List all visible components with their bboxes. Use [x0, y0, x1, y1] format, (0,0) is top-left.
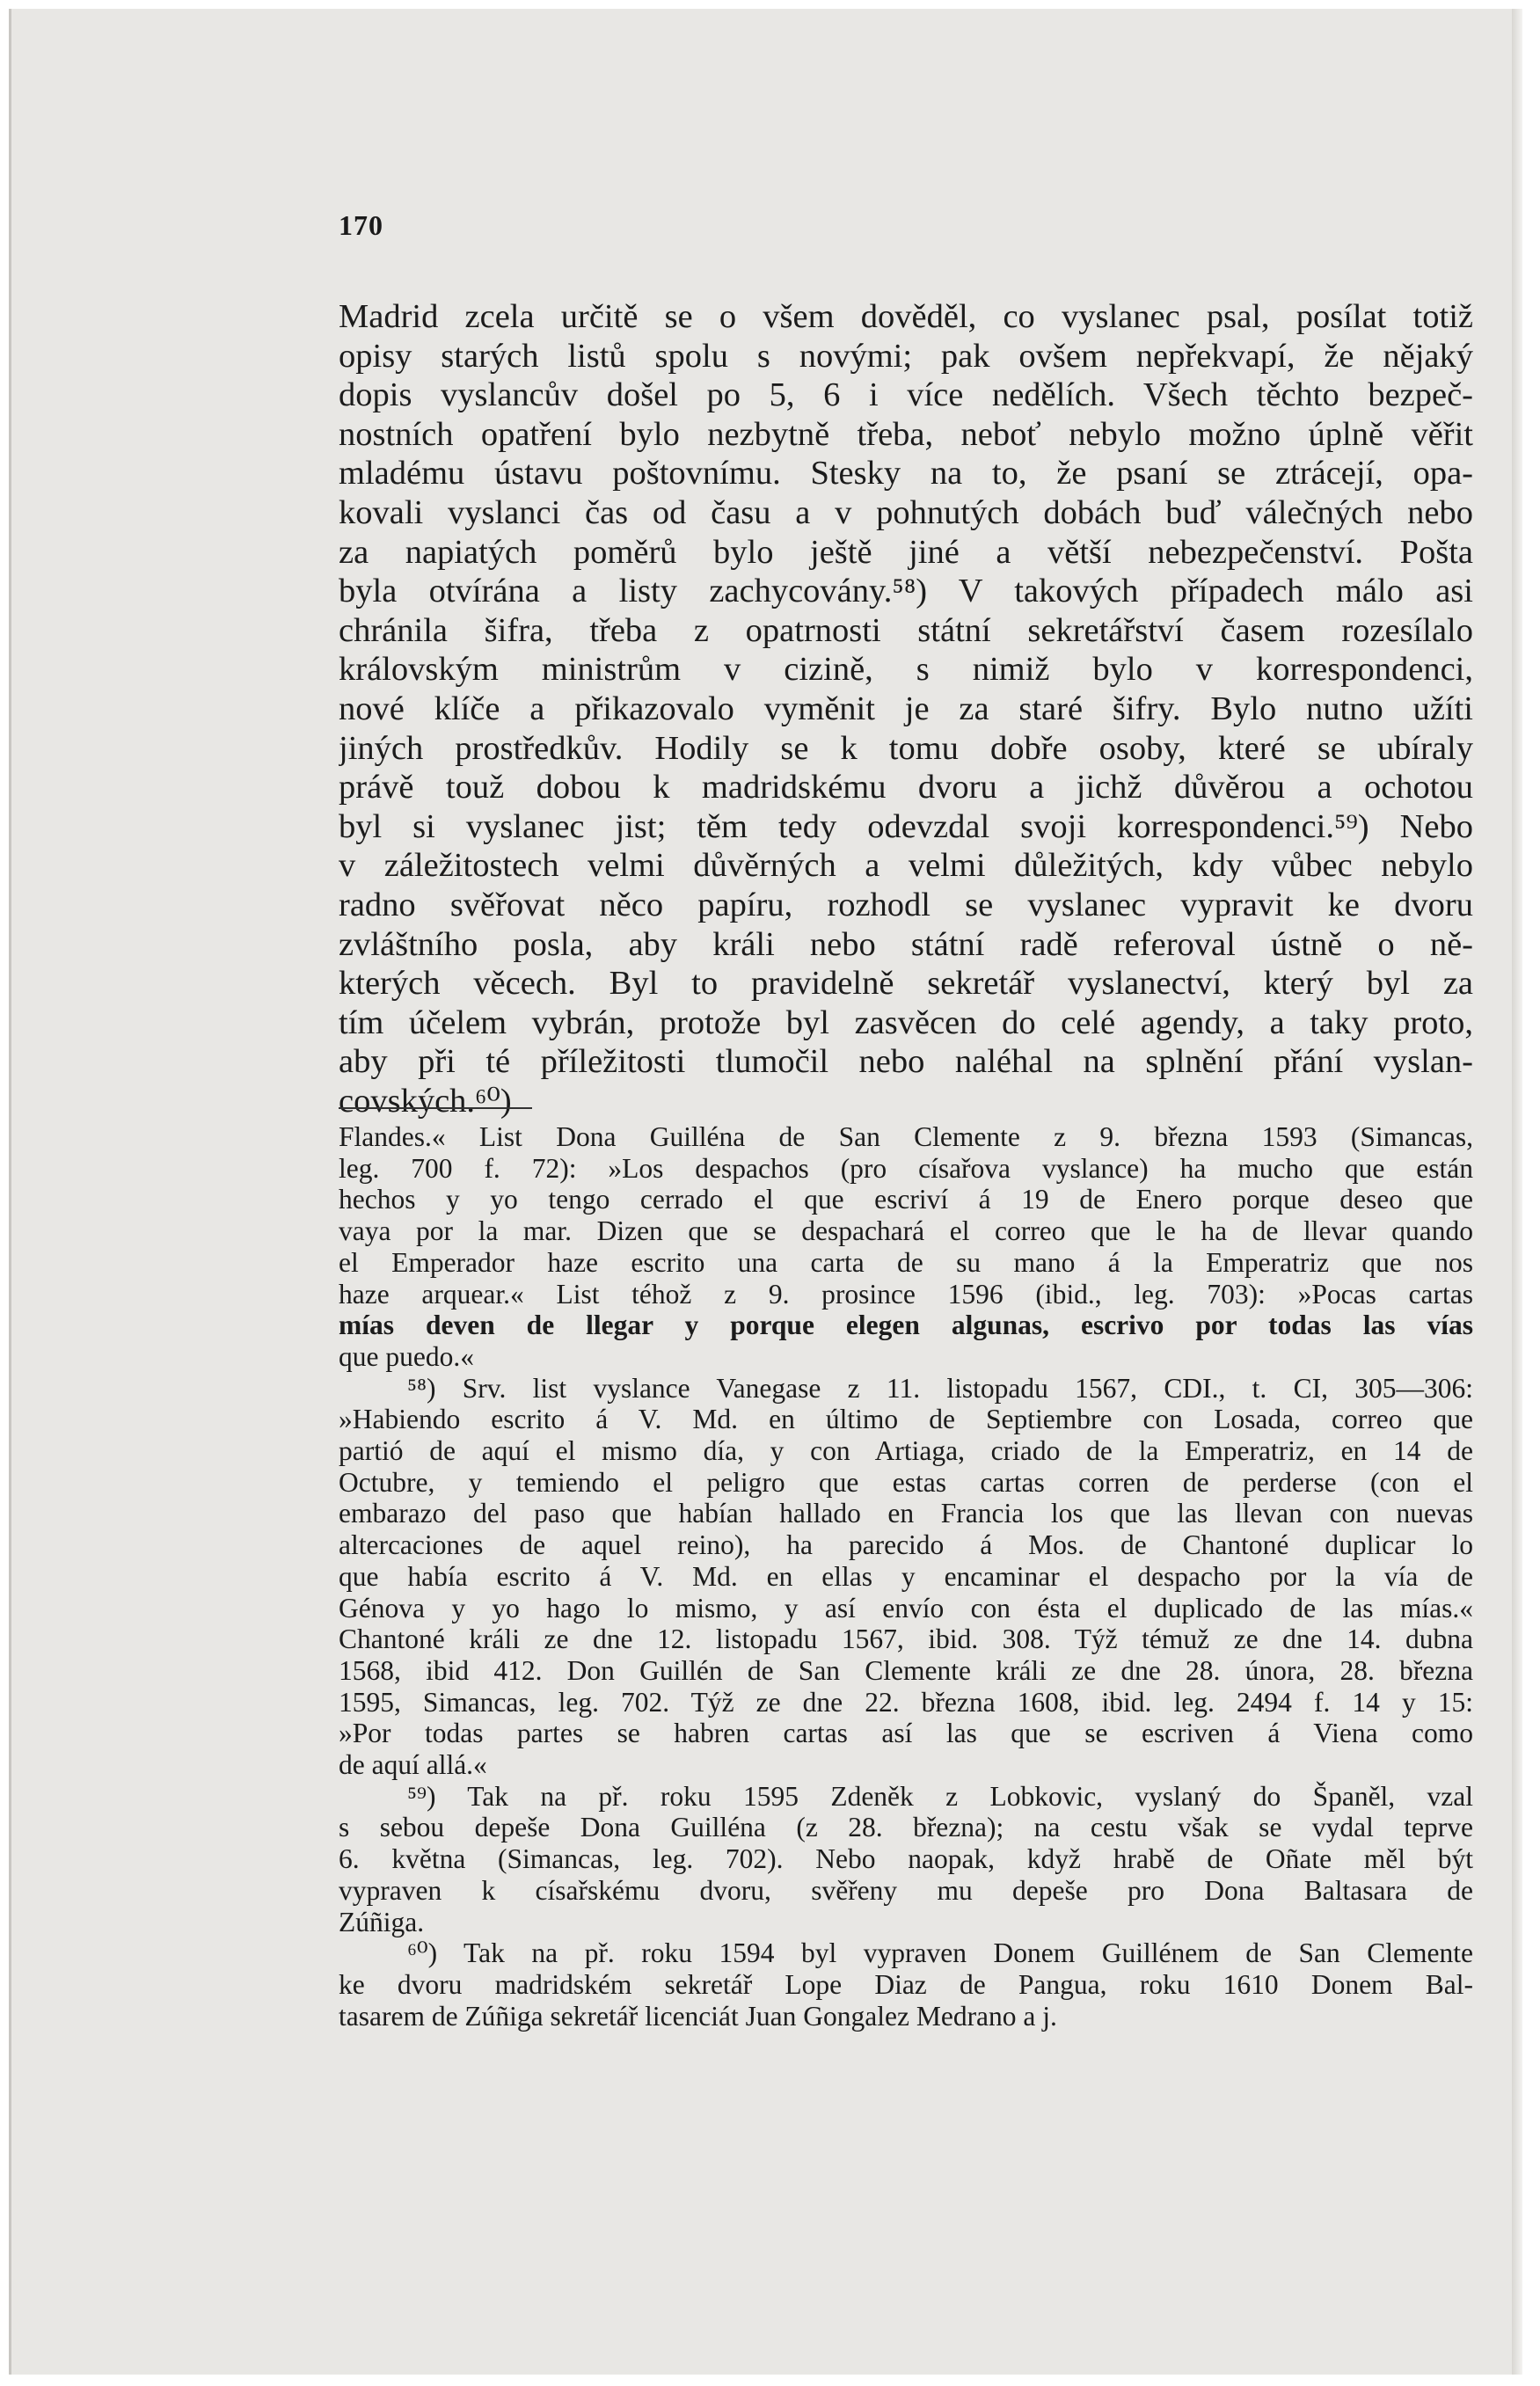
body-line: v záležitostech velmi důvěrných a velmi důležitých, kdy vůbec nebylo	[339, 847, 1473, 885]
footnote-line: hechos y yo tengo cerrado el que escriví á 19 de Enero porque deseo que	[339, 1184, 1473, 1215]
body-line: aby při té příležitosti tlumočil nebo naléhal na splnění přání vyslan-	[339, 1043, 1473, 1081]
footnote-line: de aquí allá.«	[339, 1749, 487, 1781]
footnote-line: »Habiendo escrito á V. Md. en último de Septiembre con Losada, correo que	[339, 1404, 1473, 1435]
body-line: nostních opatření bylo nezbytně třeba, neboť nebylo možno úplně věřit	[339, 415, 1473, 453]
footnote-line: que había escrito á V. Md. en ellas y encaminar el despacho por la vía de	[339, 1560, 1473, 1592]
footnote-line: tasarem de Zúñiga sekretář licenciát Juan Gongalez Medrano a j.	[339, 2000, 1057, 2032]
body-line: byla otvírána a listy zachycovány.⁵⁸) V takových případech málo asi	[339, 573, 1473, 610]
footnote-line: Octubre, y temiendo el peligro que estas cartas corren de perderse (con el	[339, 1466, 1473, 1498]
body-line: opisy starých listů spolu s novými; pak ovšem nepřekvapí, že nějaký	[339, 337, 1473, 375]
footnote-line: ⁵⁹) Tak na př. roku 1595 Zdeněk z Lobkovic, vyslaný do Španěl, vzal	[407, 1780, 1473, 1812]
body-line: dopis vyslancův došel po 5, 6 i více nedělích. Všech těchto bezpeč-	[339, 376, 1473, 414]
body-line: byl si vyslanec jist; těm tedy odevzdal svoji korrespondenci.⁵⁹) Nebo	[339, 807, 1473, 845]
body-line: chránila šifra, třeba z opatrnosti státní sekretářství časem rozesílalo	[339, 611, 1473, 649]
body-line: za napiatých poměrů bylo ještě jiné a větší nebezpečenství. Pošta	[339, 533, 1473, 571]
body-line: radno svěřovat něco papíru, rozhodl se vyslanec vypravit ke dvoru	[339, 886, 1473, 923]
page-number: 170	[339, 209, 383, 241]
footnote-line: Chantoné králi ze dne 12. listopadu 1567, ibid. 308. Týž témuž ze dne 14. dubna	[339, 1624, 1473, 1655]
footnote-line: leg. 700 f. 72): »Los despachos (pro císařova vyslance) ha mucho que están	[339, 1152, 1473, 1184]
footnote-line: Zúñiga.	[339, 1906, 425, 1937]
body-line: covských.⁶⁰)	[339, 1082, 512, 1120]
footnote-line: 6. května (Simancas, leg. 702). Nebo naopak, když hrabě de Oñate měl být	[339, 1843, 1473, 1875]
footnote-line: altercaciones de aquel reino), ha parecido á Mos. de Chantoné duplicar lo	[339, 1529, 1473, 1561]
body-line: nové klíče a přikazovalo vyměnit je za staré šifry. Bylo nutno užíti	[339, 690, 1473, 727]
body-line: Madrid zcela určitě se o všem dověděl, co vyslanec psal, posílat totiž	[339, 298, 1473, 335]
body-line: právě touž dobou k madridskému dvoru a jichž důvěrou a ochotou	[339, 769, 1473, 806]
footnote-divider	[339, 1107, 532, 1109]
footnote-line: el Emperador haze escrito una carta de su mano á la Emperatriz que nos	[339, 1246, 1473, 1278]
body-line: tím účelem vybrán, protože byl zasvěcen do celé agendy, a taky proto,	[339, 1003, 1473, 1041]
footnote-line: ⁵⁸) Srv. list vyslance Vanegase z 11. listopadu 1567, CDI., t. CI, 305—306:	[407, 1372, 1473, 1404]
main-body-text	[339, 297, 1473, 1120]
footnote-line: mías deven de llegar y porque elegen algunas, escrivo por todas las vías	[339, 1310, 1473, 1341]
footnote-line: 1568, ibid 412. Don Guillén de San Clemente králi ze dne 28. února, 28. března	[339, 1654, 1473, 1686]
footnotes	[339, 1121, 1473, 2032]
footnote-line: partió de aquí el mismo día, y con Artiaga, criado de la Emperatriz, en 14 de	[339, 1435, 1473, 1467]
footnote-line: vypraven k císařskému dvoru, svěřeny mu depeše pro Dona Baltasara de	[339, 1874, 1473, 1906]
body-line: kterých věcech. Byl to pravidelně sekretář vyslanectví, který byl za	[339, 965, 1473, 1003]
scan-edge-shadow	[1512, 9, 1522, 2375]
footnote-line: embarazo del paso que habían hallado en Francia los que las llevan con nuevas	[339, 1498, 1473, 1529]
footnote-line: s sebou depeše Dona Guilléna (z 28. března); na cestu však se vydal teprve	[339, 1812, 1473, 1843]
footnote-line: »Por todas partes se habren cartas así las que se escriven á Viena como	[339, 1718, 1473, 1749]
footnote-line: Flandes.« List Dona Guilléna de San Clemente z 9. března 1593 (Simancas,	[339, 1121, 1473, 1152]
footnote-line: vaya por la mar. Dizen que se despachará el correo que le ha de llevar quando	[339, 1215, 1473, 1247]
footnote-line: ke dvoru madridském sekretář Lope Diaz de Pangua, roku 1610 Donem Bal-	[339, 1968, 1473, 2000]
body-line: zvláštního posla, aby králi nebo státní radě referoval ústně o ně-	[339, 925, 1473, 963]
footnote-line: Génova y yo hago lo mismo, y así envío con ésta el duplicado de las mías.«	[339, 1592, 1473, 1624]
footnote-line: haze arquear.« List téhož z 9. prosince 1596 (ibid., leg. 703): »Pocas cartas	[339, 1278, 1473, 1310]
footnote-line: que puedo.«	[339, 1340, 474, 1372]
footnote-line: 1595, Simancas, leg. 702. Týž ze dne 22. března 1608, ibid. leg. 2494 f. 14 y 15:	[339, 1686, 1473, 1718]
body-line: královským ministrům v cizině, s nimiž bylo v korrespondenci,	[339, 651, 1473, 689]
body-line: jiných prostředkův. Hodily se k tomu dobře osoby, které se ubíraly	[339, 729, 1473, 767]
body-line: mladému ústavu poštovnímu. Stesky na to, že psaní se ztrácejí, opa-	[339, 455, 1473, 493]
footnote-line: ⁶⁰) Tak na př. roku 1594 byl vypraven Donem Guillénem de San Clemente	[407, 1937, 1473, 1969]
body-line: kovali vyslanci čas od času a v pohnutých dobách buď válečných nebo	[339, 493, 1473, 531]
